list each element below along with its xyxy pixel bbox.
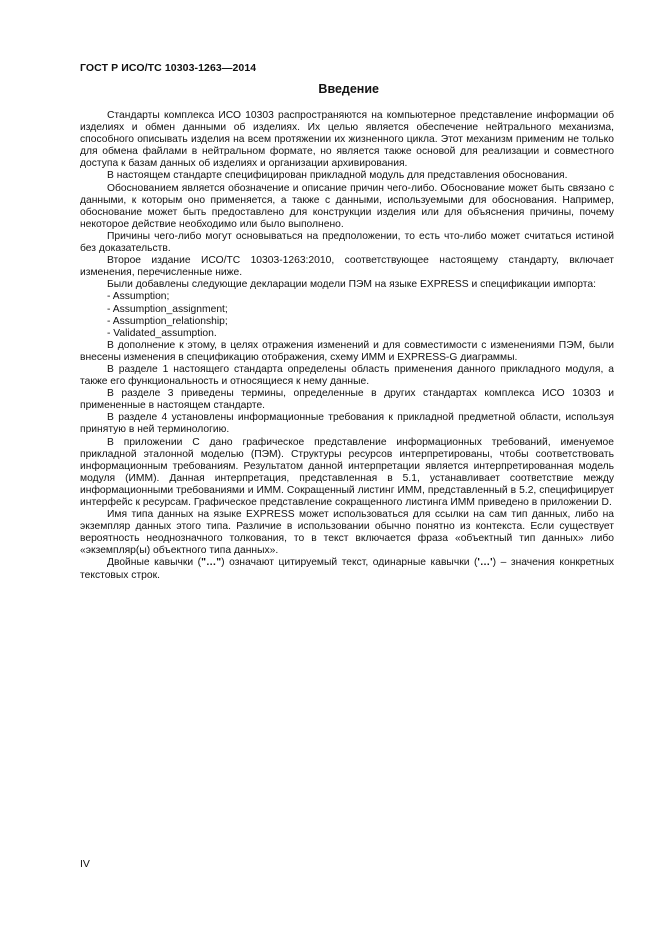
paragraph: Причины чего-либо могут основываться на предположении, то есть что-либо может считаться истиной без доказательств. <box>80 230 614 255</box>
quotes-note-paragraph <box>80 557 614 581</box>
quotes-note-text: Двойные кавычки ( <box>107 557 202 569</box>
document-body <box>80 110 614 582</box>
paragraph: В разделе 4 установлены информационные требования к прикладной предметной области, используя принятую в ней терминологию. <box>80 412 614 436</box>
import-list <box>80 291 614 339</box>
paragraph: Обоснованием является обозначение и описание причин чего-либо. Обоснование может быть связано с данными, к которым оно применяется, а также с данными, используемыми для обоснования. Например, обоснование может быть предоставлено для конструкции изделия или для объяснения причины, почему некоторое действие необходимо или было выполнено. <box>80 182 614 230</box>
paragraph: В приложении С дано графическое представление информационных требований, именуемое прикладной эталонной моделью (ПЭМ). Структуры ресурсов интерпретированы, чтобы соответствовать информационным требованиям. Результатом данной интерпретации является интерпретированная модель модуля (ИММ). Данная интерпретация, представленная в 5.1, устанавливает соответствие между информационными требованиями и ИММ. Сокращенный листинг ИММ, представленный в 5.2, специфицирует интерфейс к ресурсам. Графическое представление сокращенного листинга ИММ приведено в приложении D. <box>80 436 614 508</box>
quotes-note-text: ) означают цитируемый текст, одинарные кавычки ( <box>221 557 478 569</box>
double-quotes-sample: "…" <box>201 557 222 569</box>
list-item: - Validated_assumption. <box>107 327 217 339</box>
paragraph: Имя типа данных на языке EXPRESS может использоваться для ссылки на сам тип данных, либо на экземпляр данных этого типа. Различие в использовании обычно понятно из контекста. Если существует вероятность неоднозначного толкования, то в текст включается фраза «объектный тип данных» либо «экземпляр(ы) объектного типа данных». <box>80 509 614 557</box>
paragraph: Стандарты комплекса ИСО 10303 распространяются на компьютерное представление информации об изделиях и обмен данными об изделиях. Их целью является обеспечение нейтрального механизма, способного описывать изделия на всем протяжении их жизненного цикла. Этот механизм применим не только для обмена файлами в нейтральном формате, но является также основой для реализации и совместного доступа к базам данных об изделиях и организации архивирования. <box>80 110 614 170</box>
paragraph: Были добавлены следующие декларации модели ПЭМ на языке EXPRESS и спецификации импорта: <box>107 279 596 291</box>
paragraph: В разделе 1 настоящего стандарта определены область применения данного прикладного модуля, а также его функциональность и относящиеся к нему данные. <box>80 363 614 388</box>
single-quotes-sample: '…' <box>477 557 493 569</box>
list-item: - Assumption; <box>107 291 170 303</box>
document-header: ГОСТ Р ИСО/ТС 10303-1263—2014 <box>80 62 257 74</box>
paragraph: В разделе 3 приведены термины, определенные в других стандартах комплекса ИСО 10303 и примененные в настоящем стандарте. <box>80 388 614 412</box>
paragraph: В настоящем стандарте специфицирован прикладной модуль для представления обоснования. <box>107 170 568 182</box>
paragraph: Второе издание ИСО/ТС 10303-1263:2010, соответствующее настоящему стандарту, включает изменения, перечисленные ниже. <box>80 255 614 279</box>
list-item: - Assumption_relationship; <box>107 315 228 327</box>
quotes-note-text: ) – значения конкретных текстовых строк. <box>80 557 614 581</box>
paragraph: В дополнение к этому, в целях отражения изменений и для совместимости с изменениями ПЭМ, были внесены изменения в спецификацию отображения, схему ИММ и EXPRESS-G диаграммы. <box>80 339 614 363</box>
section-title: Введение <box>318 82 379 96</box>
page-number: IV <box>80 858 90 870</box>
list-item: - Assumption_assignment; <box>107 303 228 315</box>
